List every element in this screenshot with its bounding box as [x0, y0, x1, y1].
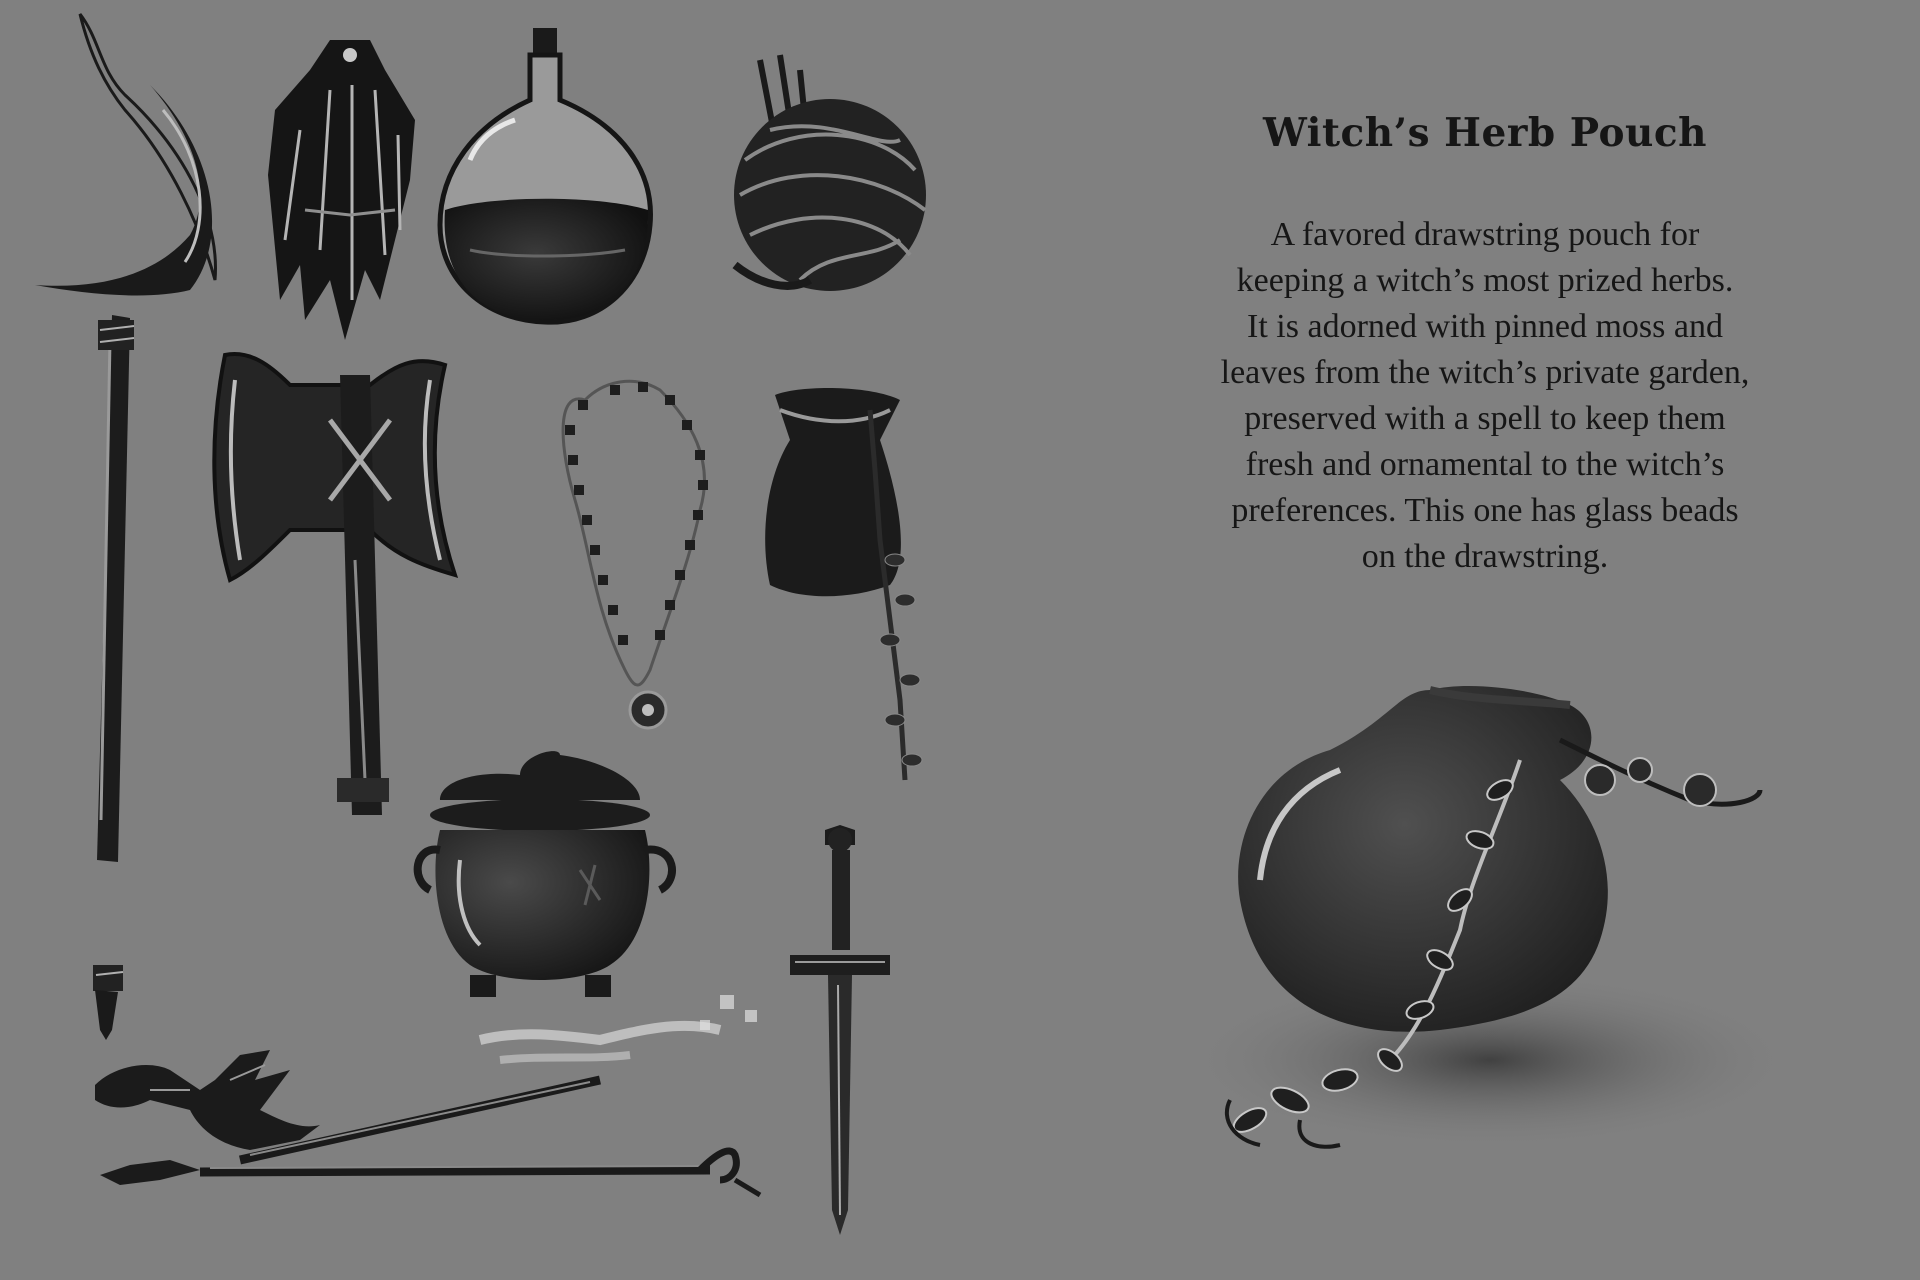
dagger-icon [790, 825, 890, 1235]
small-pouch-icon [765, 388, 922, 780]
dragon-wand-icon [95, 1050, 600, 1185]
item-description [1160, 212, 1810, 580]
potion-flask-icon [440, 28, 650, 322]
yarn-ball-icon [734, 55, 926, 291]
cauldron-icon [418, 751, 672, 997]
double-axe-icon [214, 354, 455, 815]
description-line: A favored drawstring pouch for [1270, 216, 1700, 253]
crescent-staff-icon [35, 14, 215, 1040]
description-line: keeping a witch’s most prized herbs. [1236, 262, 1734, 299]
description-line: It is adorned with pinned moss and [1247, 308, 1723, 345]
herb-pouch-large-icon [1180, 686, 1800, 1150]
description-line: fresh and ornamental to the witch’s [1245, 446, 1725, 483]
hooked-wand-icon [200, 1151, 760, 1195]
item-title: Witch’s Herb Pouch [1263, 110, 1707, 156]
bead-necklace-icon [563, 381, 708, 728]
item-description-panel [1160, 110, 1810, 580]
smoke-icon [480, 995, 757, 1060]
description-line: preserved with a spell to keep them [1244, 400, 1726, 437]
description-line: preferences. This one has glass beads [1231, 492, 1739, 529]
description-line: leaves from the witch’s private garden, [1220, 354, 1750, 391]
description-line: on the drawstring. [1361, 538, 1609, 575]
tattered-cloak-icon [268, 40, 415, 340]
